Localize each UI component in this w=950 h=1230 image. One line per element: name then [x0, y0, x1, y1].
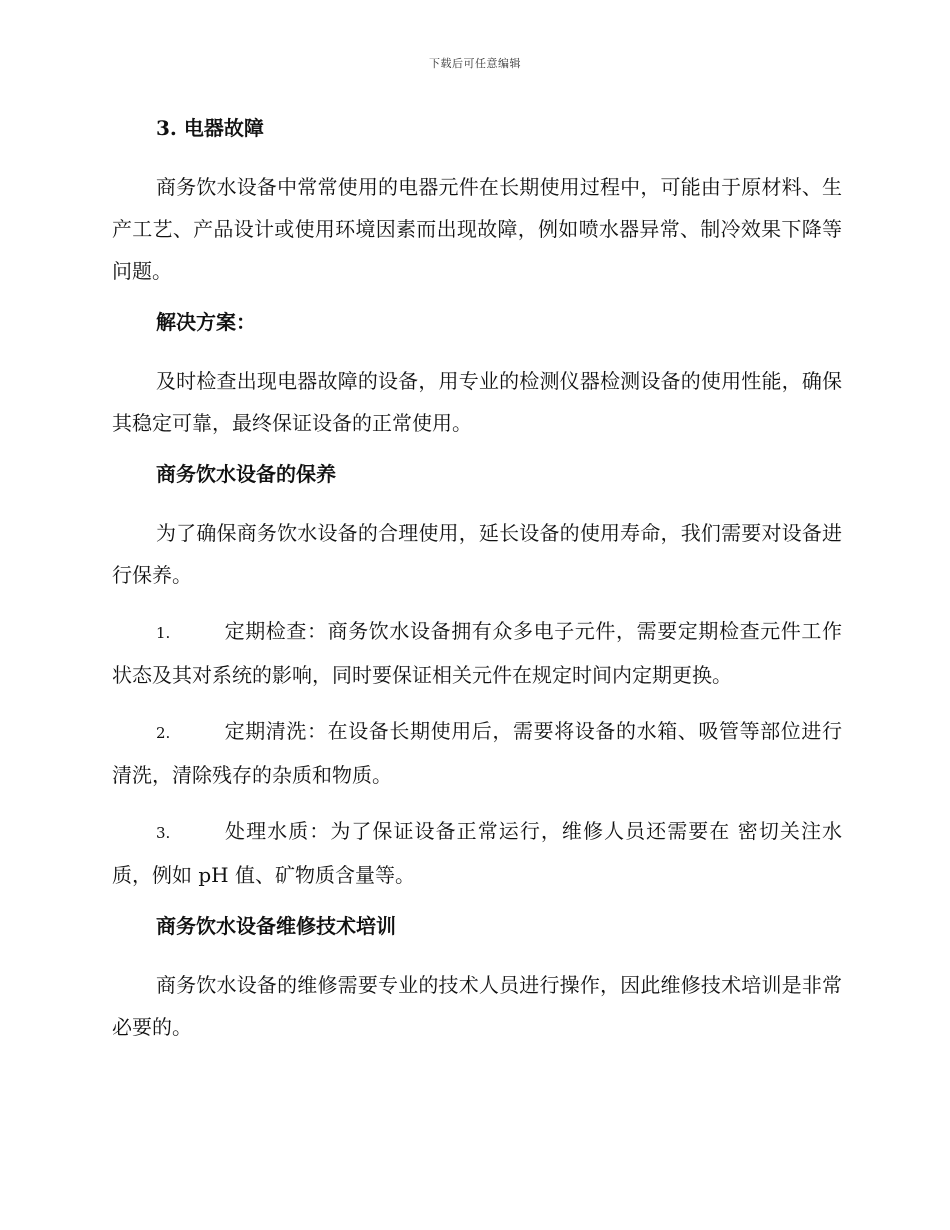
section-heading-training: 商务饮水设备维修技术培训	[156, 914, 396, 938]
paragraph-maintenance: 为了确保商务饮水设备的合理使用，延长设备的使用寿命，我们需要对设备进行保养。	[112, 521, 842, 587]
list-item	[112, 810, 842, 896]
paragraph-electrical-fault: 商务饮水设备中常常使用的电器元件在长期使用过程中，可能由于原材料、生产工艺、产品设计或使用环境因素而出现故障，例如喷水器异常、制冷效果下降等问题。	[112, 175, 842, 283]
list-item	[112, 610, 842, 696]
section-heading-maintenance: 商务饮水设备的保养	[156, 462, 336, 486]
paragraph-solution: 及时检查出现电器故障的设备，用专业的检测仪器检测设备的使用性能，确保其稳定可靠，最终保证设备的正常使用。	[112, 369, 842, 435]
document-body	[112, 112, 842, 1062]
header-note: 下载后可任意编辑	[429, 57, 521, 70]
section-heading-electrical-fault: 3. 电器故障	[156, 116, 264, 140]
list-item-number: 3.	[156, 824, 171, 842]
list-item-text: 定期检查：商务饮水设备拥有众多电子元件，需要定期检查元件工作状态及其对系统的影响，同时要保证相关元件在规定时间内定期更换。	[112, 619, 842, 687]
paragraph-training: 商务饮水设备的维修需要专业的技术人员进行操作，因此维修技术培训是非常必要的。	[112, 973, 842, 1039]
list-item-text: 定期清洗：在设备长期使用后，需要将设备的水箱、吸管等部位进行清洗，清除残存的杂质和物质。	[112, 719, 842, 787]
section-heading-solution: 解决方案：	[156, 310, 256, 334]
list-item	[112, 710, 842, 796]
list-item-number: 2.	[156, 724, 171, 742]
list-item-text: 处理水质：为了保证设备正常运行，维修人员还需要在 密切关注水质，例如 pH 值、矿物质含量等。	[112, 819, 842, 887]
list-item-number: 1.	[156, 624, 171, 642]
